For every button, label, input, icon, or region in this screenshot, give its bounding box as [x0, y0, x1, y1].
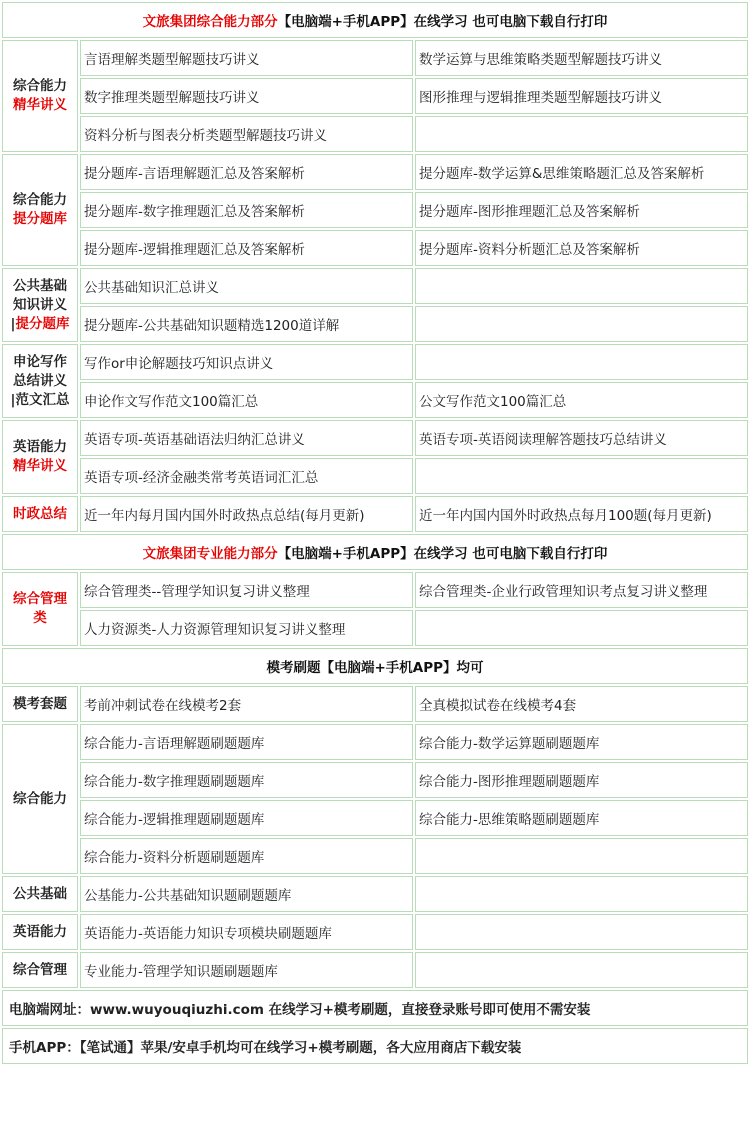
- list-item[interactable]: 综合能力-数学运算题刷题题库: [415, 724, 748, 760]
- category-management-practice: 综合管理: [2, 952, 78, 988]
- section2-header: [2, 534, 748, 570]
- section3-header: 模考刷题【电脑端+手机APP】均可: [2, 648, 748, 684]
- empty-cell: [415, 458, 748, 494]
- category-essay-writing: 申论写作 总结讲义 |范文汇总: [2, 344, 78, 418]
- list-item[interactable]: 提分题库-公共基础知识题精选1200道详解: [80, 306, 413, 342]
- category-basics-practice: 公共基础: [2, 876, 78, 912]
- list-item[interactable]: 公文写作范文100篇汇总: [415, 382, 748, 418]
- list-item[interactable]: 提分题库-逻辑推理题汇总及答案解析: [80, 230, 413, 266]
- category-public-basics: 公共基础 知识讲义 |提分题库: [2, 268, 78, 342]
- section2-title: 文旅集团专业能力部分: [142, 546, 278, 562]
- list-item[interactable]: 全真模拟试卷在线模考4套: [415, 686, 748, 722]
- list-item[interactable]: 公基能力-公共基础知识题刷题题库: [80, 876, 413, 912]
- footer-mobile-app: 手机APP：【笔试通】苹果/安卓手机均可在线学习+模考刷题，各大应用商店下载安装: [2, 1028, 748, 1064]
- category-general-management: 综合管理 类: [2, 572, 78, 646]
- footer-pc-site[interactable]: 电脑端网址：www.wuyouqiuzhi.com 在线学习+模考刷题，直接登录账号即可使用不需安装: [2, 990, 748, 1026]
- empty-cell: [415, 344, 748, 380]
- empty-cell: [415, 268, 748, 304]
- list-item[interactable]: 综合能力-资料分析题刷题题库: [80, 838, 413, 874]
- list-item[interactable]: 人力资源类-人力资源管理知识复习讲义整理: [80, 610, 413, 646]
- section1-title: 文旅集团综合能力部分: [142, 14, 278, 30]
- list-item[interactable]: 提分题库-图形推理题汇总及答案解析: [415, 192, 748, 228]
- list-item[interactable]: 言语理解类题型解题技巧讲义: [80, 40, 413, 76]
- empty-cell: [415, 306, 748, 342]
- empty-cell: [415, 914, 748, 950]
- list-item[interactable]: 近一年内国内国外时政热点每月100题(每月更新): [415, 496, 748, 532]
- list-item[interactable]: 综合能力-数字推理题刷题题库: [80, 762, 413, 798]
- list-item[interactable]: 数字推理类题型解题技巧讲义: [80, 78, 413, 114]
- list-item[interactable]: 综合能力-图形推理题刷题题库: [415, 762, 748, 798]
- category-english-practice: 英语能力: [2, 914, 78, 950]
- list-item[interactable]: 申论作文写作范文100篇汇总: [80, 382, 413, 418]
- category-ability-notes: 综合能力 精华讲义: [2, 40, 78, 152]
- empty-cell: [415, 610, 748, 646]
- section1-subtitle: 【电脑端+手机APP】在线学习 也可电脑下载自行打印: [277, 14, 608, 30]
- list-item[interactable]: 考前冲刺试卷在线模考2套: [80, 686, 413, 722]
- empty-cell: [415, 952, 748, 988]
- empty-cell: [415, 876, 748, 912]
- list-item[interactable]: 近一年内每月国内国外时政热点总结(每月更新): [80, 496, 413, 532]
- list-item[interactable]: 英语专项-英语基础语法归纳汇总讲义: [80, 420, 413, 456]
- list-item[interactable]: 综合能力-逻辑推理题刷题题库: [80, 800, 413, 836]
- list-item[interactable]: 综合能力-思维策略题刷题题库: [415, 800, 748, 836]
- list-item[interactable]: 提分题库-言语理解题汇总及答案解析: [80, 154, 413, 190]
- section2-subtitle: 【电脑端+手机APP】在线学习 也可电脑下载自行打印: [277, 546, 608, 562]
- category-english: 英语能力 精华讲义: [2, 420, 78, 494]
- empty-cell: [415, 116, 748, 152]
- list-item[interactable]: 资料分析与图表分析类题型解题技巧讲义: [80, 116, 413, 152]
- list-item[interactable]: 数学运算与思维策略类题型解题技巧讲义: [415, 40, 748, 76]
- list-item[interactable]: 提分题库-数字推理题汇总及答案解析: [80, 192, 413, 228]
- category-ability-practice: 综合能力: [2, 724, 78, 874]
- empty-cell: [415, 838, 748, 874]
- list-item[interactable]: 提分题库-数学运算&思维策略题汇总及答案解析: [415, 154, 748, 190]
- list-item[interactable]: 公共基础知识汇总讲义: [80, 268, 413, 304]
- section1-header: [2, 2, 748, 38]
- category-mock-exams: 模考套题: [2, 686, 78, 722]
- list-item[interactable]: 专业能力-管理学知识题刷题题库: [80, 952, 413, 988]
- list-item[interactable]: 综合能力-言语理解题刷题题库: [80, 724, 413, 760]
- category-current-affairs: 时政总结: [2, 496, 78, 532]
- list-item[interactable]: 图形推理与逻辑推理类题型解题技巧讲义: [415, 78, 748, 114]
- list-item[interactable]: 英语能力-英语能力知识专项模块刷题题库: [80, 914, 413, 950]
- list-item[interactable]: 提分题库-资料分析题汇总及答案解析: [415, 230, 748, 266]
- list-item[interactable]: 英语专项-经济金融类常考英语词汇汇总: [80, 458, 413, 494]
- category-ability-question-bank: 综合能力 提分题库: [2, 154, 78, 266]
- list-item[interactable]: 综合管理类--管理学知识复习讲义整理: [80, 572, 413, 608]
- list-item[interactable]: 综合管理类-企业行政管理知识考点复习讲义整理: [415, 572, 748, 608]
- list-item[interactable]: 写作or申论解题技巧知识点讲义: [80, 344, 413, 380]
- list-item[interactable]: 英语专项-英语阅读理解答题技巧总结讲义: [415, 420, 748, 456]
